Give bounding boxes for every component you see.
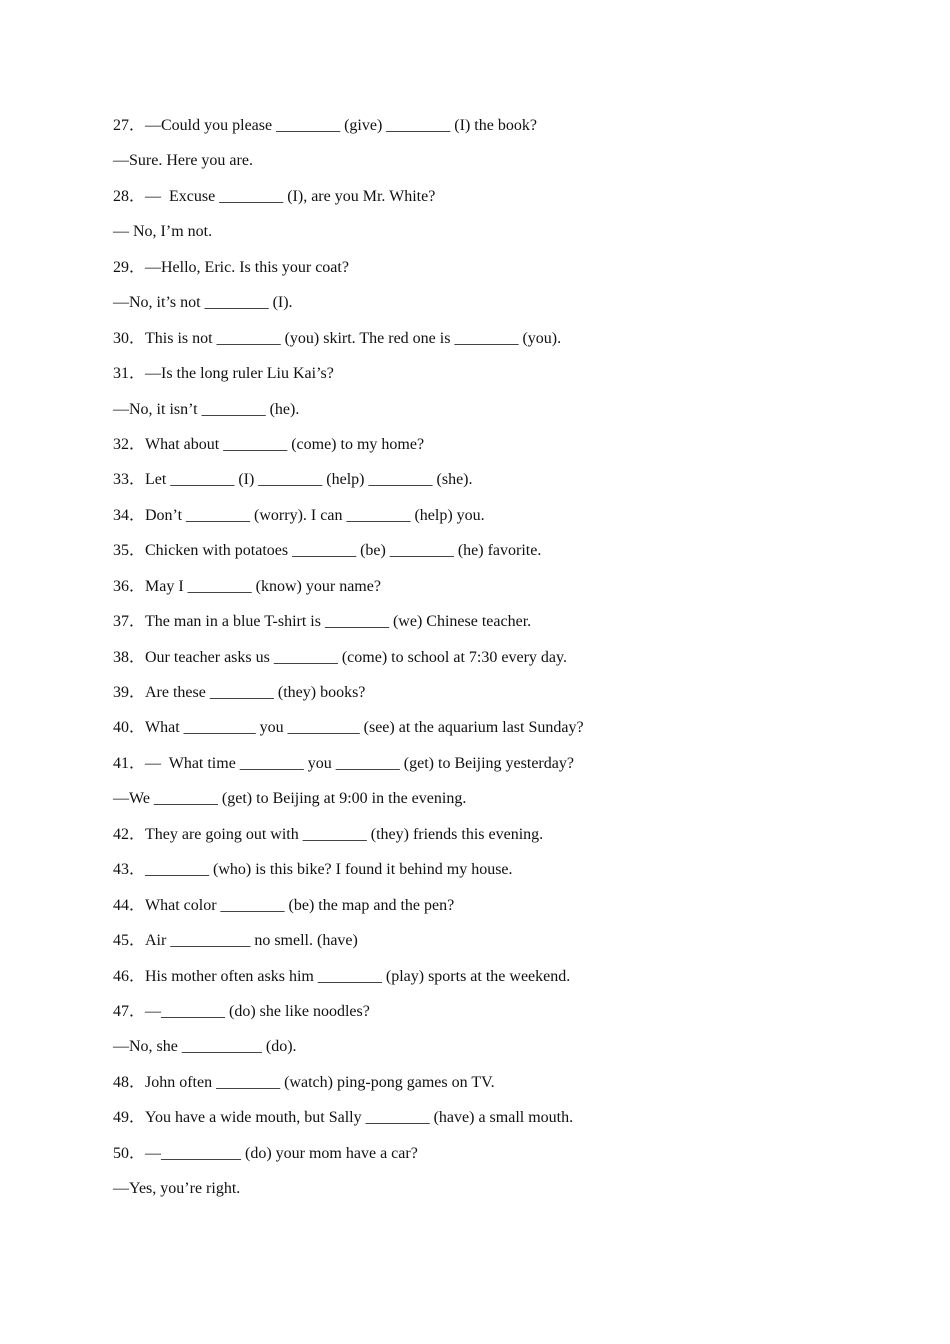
line-42-question: 42．They are going out with ________ (they) friends this evening. [113,825,544,843]
exercise-lines [113,115,873,1214]
line-49-question: 49．You have a wide mouth, but Sally ________ (have) a small mouth. [113,1109,574,1127]
line-47-answer: —No, she __________ (do). [113,1038,297,1056]
line-32-question: 32．What about ________ (come) to my home? [113,435,425,453]
line-38-question: 38．Our teacher asks us ________ (come) to school at 7:30 every day. [113,648,567,666]
line-28-question: 28．— Excuse ________ (I), are you Mr. White? [113,187,436,205]
line-40-question: 40．What _________ you _________ (see) at the aquarium last Sunday? [113,719,584,737]
line-43-question: 43．________ (who) is this bike? I found it behind my house. [113,861,513,879]
line-31-question: 31．—Is the long ruler Liu Kai’s? [113,365,334,383]
line-46-question: 46．His mother often asks him ________ (play) sports at the weekend. [113,967,571,985]
line-35-question: 35．Chicken with potatoes ________ (be) ________ (he) favorite. [113,542,542,560]
line-27-question: 27．—Could you please ________ (give) ________ (I) the book? [113,117,537,134]
line-45-question: 45．Air __________ no smell. (have) [113,932,358,950]
line-50-answer: —Yes, you’re right. [113,1180,241,1198]
line-29-question: 29．—Hello, Eric. Is this your coat? [113,258,349,276]
line-34-question: 34．Don’t ________ (worry). I can ________ (help) you. [113,506,485,524]
line-47-question: 47．—________ (do) she like noodles? [113,1002,370,1020]
line-33-question: 33．Let ________ (I) ________ (help) ________ (she). [113,471,473,489]
line-41-question: 41．— What time ________ you ________ (get) to Beijing yesterday? [113,754,574,772]
line-30-question: 30．This is not ________ (you) skirt. The red one is ________ (you). [113,329,562,347]
line-28-answer: — No, I’m not. [113,223,213,241]
line-48-question: 48．John often ________ (watch) ping-pong games on TV. [113,1073,495,1091]
line-31-answer: —No, it isn’t ________ (he). [113,400,300,418]
line-39-question: 39．Are these ________ (they) books? [113,684,366,701]
line-41-answer: —We ________ (get) to Beijing at 9:00 in the evening. [113,790,467,808]
line-36-question: 36．May I ________ (know) your name? [113,577,381,595]
line-27-answer: —Sure. Here you are. [113,152,253,170]
line-50-question: 50．—__________ (do) your mom have a car? [113,1144,418,1162]
line-29-answer: —No, it’s not ________ (I). [113,294,293,312]
line-37-question: 37．The man in a blue T-shirt is ________ (we) Chinese teacher. [113,613,532,631]
line-44-question: 44．What color ________ (be) the map and the pen? [113,896,455,914]
